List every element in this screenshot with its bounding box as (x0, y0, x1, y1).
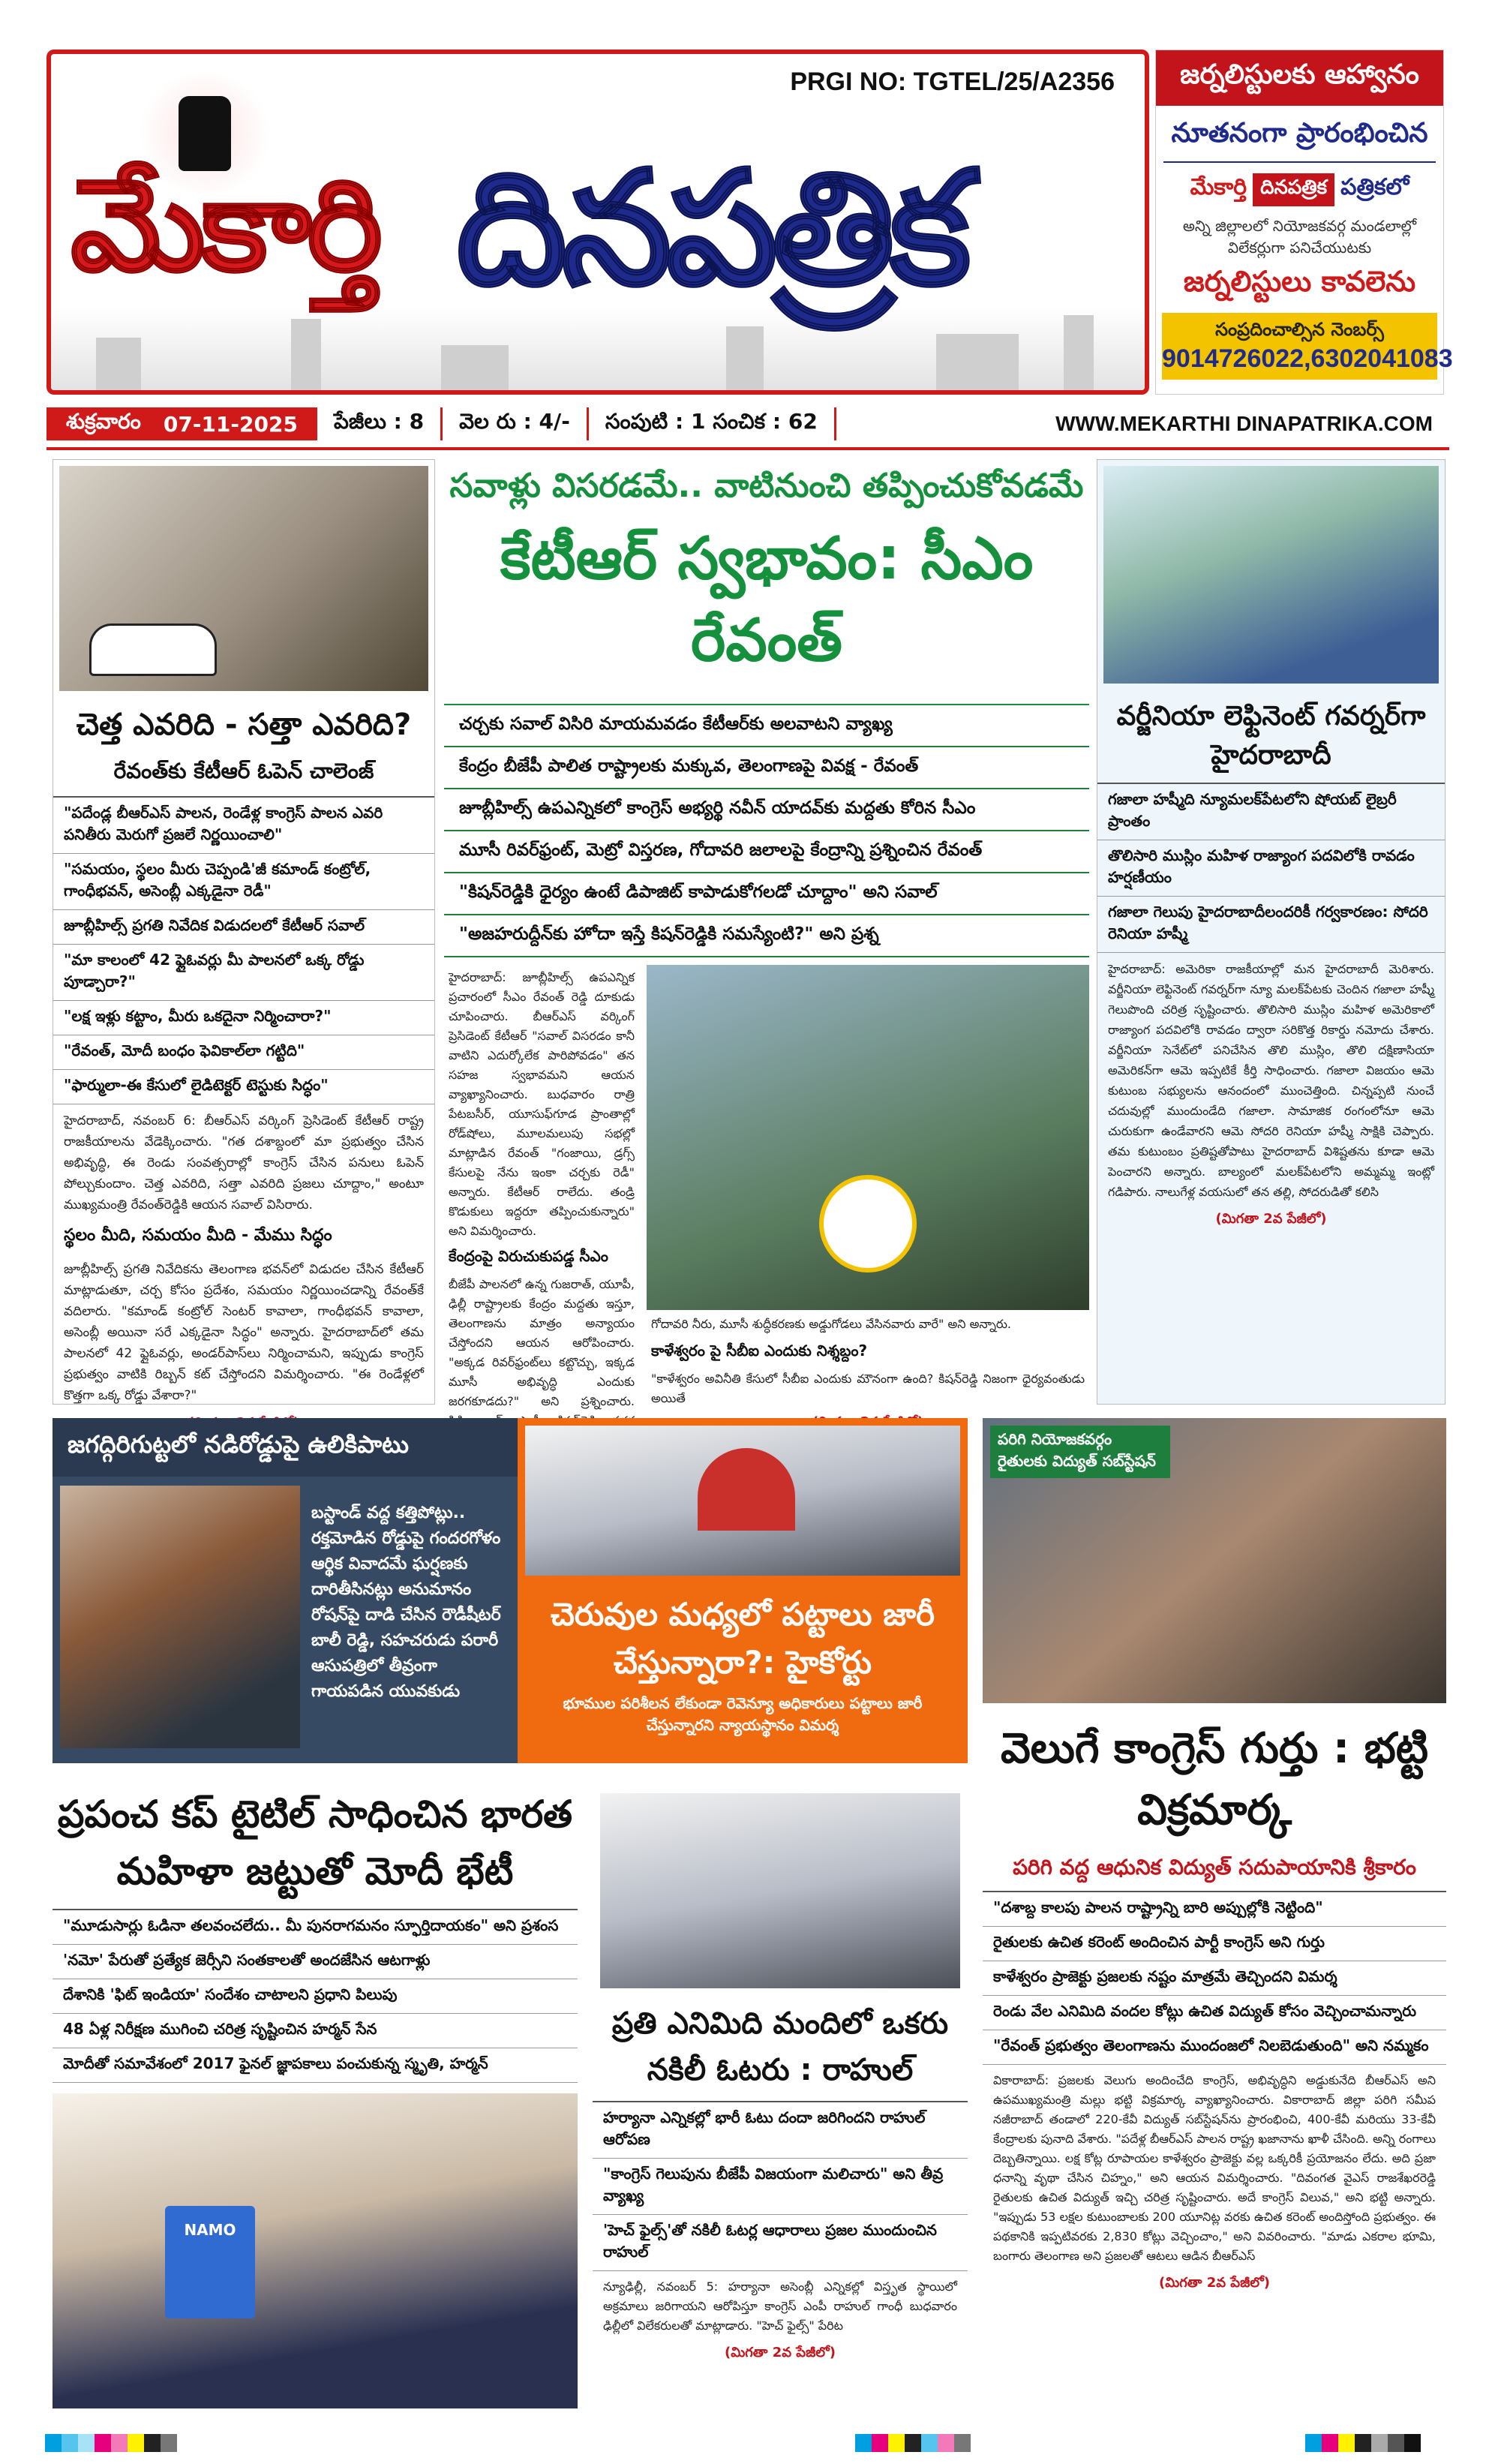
story-bullet: "దశాబ్ద కాలపు పాలన రాష్ట్రాన్ని బారి అప్పుల్లోకి నెట్టింది" (983, 1892, 1446, 1927)
ktr-photo (59, 466, 428, 691)
car-icon (89, 624, 217, 676)
band-subhead: భూముల పరిశీలన లేకుండా రెవెన్యూ అధికారులు పట్టాలు జారీ చేస్తున్నారని న్యాయస్థానం విమర్శ (563, 1694, 923, 1734)
story-bullet: "సమయం, స్థలం మీరు చెప్పండి'జీ కమాండ్ కంట్రోల్, గాంధీభవన్, అసెంబ్లీ ఎక్కడైనా రెడీ" (53, 854, 434, 910)
story-headline: ప్రపంచ కప్ టైటిల్ సాధించిన భారత మహిళా జట్టుతో మోదీ భేటీ (53, 1778, 578, 1910)
story-bullet: "లక్ష ఇళ్లు కట్టాం, మీరు ఒకదైనా నిర్మించారా?" (53, 1001, 434, 1035)
lead-bullet: "కిషన్‌రెడ్డికి ధైర్యం ఉంటే డిపాజిట్ కాపాడుకోగలడో చూద్దాం" అని సవాల్ (444, 873, 1089, 915)
volume-issue: సంపుటి : 1 సంచిక : 62 (589, 407, 836, 440)
issue-day: శుక్రవారం (66, 409, 141, 434)
story-bullet: హర్యానా ఎన్నికల్లో భారీ ఓటు దందా జరిగిందని రాహుల్ ఆరోపణ (593, 2102, 968, 2159)
ad-contact-label: సంప్రదించాల్సిన నెంబర్స్ (1215, 319, 1384, 340)
story-body: న్యూఢిల్లీ, నవంబర్ 5: హర్యానా అసెంబ్లీ ఎన్నికల్లో విస్తృత స్థాయిలో అక్రమాలు జరిగాయని ఆరోపిస్తూ కాంగ్రెస్ ఎంపీ రాహుల్ గాంధీ బుధవారం ఢిల్లీలో విలేకరులతో మాట్లాడారు. "హెచ్ ఫైల్స్" పేరిట (603, 2279, 957, 2333)
story-subhead: పరిగి వద్ద ఆధునిక విద్యుత్ సదుపాయానికి శ్రీకారం (983, 1849, 1446, 1892)
lead-body: బీజేపీ పాలనలో ఉన్న గుజరాత్, యూపీ, ఢిల్లీ రాష్ట్రాలకు కేంద్రం మద్దతు ఇస్తూ, తెలంగాణను మాత్రం అన్యాయం చేస్తోందని ఆయన ఆరోపించారు. "అక్కడ రివర్‌ఫ్రంట్‌లు కట్టొచ్చు, ఇక్కడ మూసీ అభివృద్ధి ఎందుకు జరగకూడదు?" అని ప్రశ్నించారు. (449, 1277, 635, 1408)
story-bullet: రెండు వేల ఎనిమిది వందల కోట్లు ఉచిత విద్యుత్ కోసం వెచ్చించామన్నారు (983, 1996, 1446, 2030)
story-bullet: తొలిసారి ముస్లిం మహిళ రాజ్యాంగ పదవిలోకి రావడం హర్షణీయం (1097, 840, 1445, 897)
story-bullet: "మా కాలంలో 42 ఫ్లైఓవర్లు మీ పాలనలో ఒక్క రోడ్డు పూడ్చారా?" (53, 945, 434, 1001)
logo-dinapatrika: దినపత్రిక (456, 137, 965, 320)
issue-date-value: 07-11-2025 (163, 411, 298, 437)
jagadgirigutta-story (53, 1418, 518, 1763)
lead-body: "కాళేశ్వరం అవినీతి కేసులో సీబీఐ ఎందుకు మౌనంగా ఉంది? కిషన్‌రెడ్డి నిజంగా ధైర్యవంతుడు అయితే (651, 1372, 1085, 1405)
ad-title: జర్నలిస్టులకు ఆహ్వానం (1156, 50, 1443, 106)
rahul-gandhi-photo (600, 1793, 960, 1988)
color-registration-strip (1305, 2434, 1421, 2452)
story-bullet: "రేవంత్, మోదీ బంధం ఫెవికాల్‌లా గట్టిది" (53, 1035, 434, 1070)
band-headline: జగద్గిరిగుట్టలో నడిరోడ్డుపై ఉలికిపాటు (53, 1418, 518, 1477)
feature-band (53, 1418, 968, 1763)
lead-body: గోదావరి నీరు, మూసీ శుద్ధీకరణకు అడ్డుగోడలు వేసినవారు వారే" అని అన్నారు. (651, 1317, 1011, 1331)
color-registration-strip (855, 2434, 971, 2452)
story-headline: వర్జీనియా లెఫ్టినెంట్ గవర్నర్‌గా హైదరాబాదీ (1097, 690, 1445, 784)
revanth-lead-story (444, 459, 1089, 1408)
dome-graphic (698, 1448, 795, 1531)
price: వెల రు : 4/- (443, 407, 589, 440)
color-registration-strip (45, 2434, 177, 2452)
band-point: ఆసుపత్రిలో తీవ్రంగా గాయపడిన యువకుడు (311, 1657, 461, 1701)
logo-mekarthi: మేకార్తి (71, 152, 379, 300)
story-bullet: దేశానికి 'ఫిట్ ఇండియా' సందేశం చాటాలని ప్రధాని పిలుపు (53, 1979, 578, 2014)
lead-kicker: సవాళ్లు విసరడమే.. వాటినుంచి తప్పించుకోవడమే (449, 467, 1084, 505)
team-with-pm-photo (53, 2093, 578, 2408)
lead-bullet: మూసీ రివర్‌ఫ్రంట్, మెట్రో విస్తరణ, గోదావరి జలాలపై కేంద్రాన్ని ప్రశ్నించిన రేవంత్ (444, 831, 1089, 873)
lead-body: హైదరాబాద్: జూబ్లీహిల్స్ ఉపఎన్నిక ప్రచారంలో సీఎం రేవంత్ రెడ్డి దూకుడు చూపించారు. బీఆర్ఎస్ వర్కింగ్ ప్రెసిడెంట్ కేటీఆర్ "సవాల్ విసరడం కానీ వాటిని ఎదుర్కోలేక పారిపోవడం" తన సహజ స్వభావమని ఆయన వ్యాఖ్యానించారు. బుధవారం రాత్రి పేటబసీర్, యూసుఫ్‌గూడ ప్రాంతాల్లో రోడ్‌షోలు, మూలమలుపు సభల్లో మాట్లాడిన రేవంత్ "గంజాయి, డ్రగ్స్ కేసులపై నేను ఇంకా చర్చకు రెడీ" అన్నారు. కేటీఆర్ రాలేదు. తండ్రి కొడుకులు ఇద్దరూ తప్పించుకున్నారు" అని విమర్శించారు. (449, 970, 635, 1238)
lead-right-column (647, 965, 1089, 1473)
ad-line: నూతనంగా ప్రారంభించిన (1163, 106, 1436, 163)
lead-bullet: చర్చకు సవాల్ విసిరి మాయమవడం కేటీఆర్‌కు అలవాటని వ్యాఖ్య (444, 705, 1089, 747)
story-bullet: "మూడుసార్లు ఓడినా తలవంచలేదు.. మీ పునరాగమనం స్ఫూర్తిదాయకం" అని ప్రశంస (53, 1910, 578, 1945)
story-headline: వెలుగే కాంగ్రెస్ గుర్తు : భట్టి విక్రమార్క (1000, 1724, 1429, 1834)
story-bullet: 'హెచ్ ఫైల్స్'తో నకిలీ ఓటర్ల ఆధారాలు ప్రజల ముందుంచిన రాహుల్ (593, 2215, 968, 2271)
band-point: రోషన్‌పై దాడి చేసిన రౌడీషీటర్ బాలీ రెడ్డి, సహచరుడు పరారీ (311, 1606, 501, 1650)
band-point: రక్తమోడిన రోడ్డుపై గందరగోళం (311, 1529, 501, 1548)
page-count: పేజీలు : 8 (317, 407, 443, 440)
continued-note: (మిగతా 2వ పేజీలో) (725, 2345, 836, 2360)
photo-banner: పరిగి నియోజకవర్గం రైతులకు విద్యుత్ సబ్‌స్టేషన్ (990, 1426, 1170, 1478)
ktr-challenge-story (53, 459, 435, 1405)
continued-note: (మిగతా 2వ పేజీలో) (1159, 2275, 1270, 2291)
story-body: హైదరాబాద్: అమెరికా రాజకీయాల్లో మన హైదరాబాదీ మెరిశారు. వర్జీనియా లెఫ్టినెంట్ గవర్నర్‌గా న్యూ మలక్‌పేటకు చెందిన గజాలా హష్మీ గెలుపొంది చరిత్ర సృష్టించారు. తొలిసారి ముస్లిం మహిళ అమెరికాలో రాజ్యాంగ పదవిలోకి రావడం ద్వారా సరికొత్త రికార్డు నమోదు చేశారు. వర్జీనియా సెనేట్‌లో పనిచేసిన తొలి ముస్లిం, తొలి దక్షిణాసియా అమెరికన్‌గా ఆమె ఇప్పటికే కీర్తి సాధించారు. గజాలా విజయం ఆమె కుటుంబ సభ్యులను ఆనందంలో ముంచెత్తింది. చిన్నప్పటి నుంచే చదువుల్లో ముందుండేది గజాలా. సామాజిక రంగంలోనూ ఆమె చురుకుగా ఉండేవారని ఆమె సోదరి రెనియా హష్మీ సాక్షికి చెప్పారు. తమ కుటుంబం ప్రతిష్టతోపాటు హైదరాబాద్ విశిష్టతను కూడా ఆమె పెంచారని అన్నారు. బాల్యంలో మలక్‌పేటలోని అమ్మమ్మ ఇంట్లో గడిపారు. నాలుగేళ్ల వయసులో తన తల్లి, సోదరుడితో కలిసి (1108, 962, 1434, 1199)
namo-jersey: NAMO (165, 2206, 255, 2318)
rahul-fake-voter-story (593, 1778, 968, 2423)
story-bullet: జూబ్లీహిల్స్ ప్రగతి నివేదిక విడుదలలో కేటీఆర్ సవాల్ (53, 910, 434, 945)
story-body: హైదరాబాద్, నవంబర్ 6: బీఆర్ఎస్ వర్కింగ్ ప్రెసిడెంట్ కేటీఆర్ రాష్ట్ర రాజకీయాలను వేడెక్కించారు. "గత దశాబ్దంలో మా ప్రభుత్వం చేసిన అభివృద్ధి, ఈ రెండు సంవత్సరాల్లో కాంగ్రెస్ చేసిన పనులు ఓపెన్ పోల్చుకుందాం. చెత్త ఎవరిది, సత్తా ఎవరిది ప్రజలు చూద్దాం," అంటూ ముఖ్యమంత్రి రేవంత్‌రెడ్డికి ఆయన సవాల్ విసిరారు. (64, 1113, 424, 1212)
divider (47, 447, 1449, 450)
band-points (311, 1501, 510, 1705)
story-bullet: "రేవంత్ ప్రభుత్వం తెలంగాణను ముందంజలో నిలబెడుతుంది" అని నమ్మకం (983, 2030, 1446, 2065)
portrait-cutout (819, 1175, 917, 1273)
lead-bullet: జూబ్లీహిల్స్ ఉపఎన్నికలో కాంగ్రెస్ అభ్యర్థి నవీన్ యాదవ్‌కు మద్దతు కోరిన సీఎం (444, 789, 1089, 831)
lead-body-column (444, 965, 639, 1473)
high-court-story (518, 1418, 968, 1763)
story-bullet: గజాలా గెలుపు హైదరాబాదీలందరికీ గర్వకారణం: సోదరి రెనియా హష్మీ (1097, 897, 1445, 953)
ad-brand-part1: మేకార్తి (1190, 174, 1247, 200)
lead-bullet: "అజహరుద్దీన్‌కు హోదా ఇస్తే కిషన్‌రెడ్డికి సమస్యేంటి?" అని ప్రశ్న (444, 915, 1089, 957)
story-bullet: 'నమో' పేరుతో ప్రత్యేక జెర్సీని సంతకాలతో అందజేసిన ఆటగాళ్లు (53, 1945, 578, 1979)
story-headline: చెత్త ఎవరిది - సత్తా ఎవరిది? (76, 708, 412, 742)
continued-note: (మిగతా 2వ పేజీలో) (1215, 1211, 1327, 1227)
story-bullet: గజాలా హష్మీది న్యూమలక్‌పేటలోని షోయబ్ లైబ్రరీ ప్రాంతం (1097, 784, 1445, 840)
ad-description: అన్ని జిల్లాలలో నియోజకవర్గ మండలాల్లో విలేకర్లుగా పనిచేయుటకు (1182, 217, 1417, 257)
prgi-number: PRGI NO: TGTEL/25/A2356 (790, 68, 1115, 96)
ad-contact (1162, 313, 1453, 380)
lead-body-area (444, 957, 1089, 1473)
masthead (47, 50, 1149, 395)
ad-brand-line (1156, 163, 1443, 217)
story-bullet: కాళేశ్వరం ప్రాజెక్టు ప్రజలకు నష్టం మాత్రమే తెచ్చిందని విమర్శ (983, 1961, 1446, 1996)
band-headline: చెరువుల మధ్యలో పట్టాలు జారీ చేస్తున్నారా?: హైకోర్టు (550, 1596, 935, 1681)
virginia-governor-story (1097, 459, 1445, 1405)
website-url[interactable]: WWW.MEKARTHI DINAPATRIKA.COM (1055, 412, 1433, 435)
ghazala-hashmi-photo (1103, 466, 1439, 684)
band-point: బస్టాండ్ వద్ద కత్తిపోట్లు.. (311, 1504, 466, 1522)
story-bullet: 48 ఏళ్ల నిరీక్షణ ముగించి చరిత్ర సృష్టించిన హర్మన్ సేన (53, 2014, 578, 2048)
revanth-rally-photo (647, 965, 1089, 1310)
story-headline: ప్రతి ఎనిమిది మందిలో ఒకరు నకిలీ ఓటరు : రాహుల్ (593, 1988, 968, 2102)
lead-headline: కేటీఆర్ స్వభావం: సీఎం రేవంత్ (444, 513, 1089, 705)
bhatti-story (983, 1418, 1446, 2356)
story-bullet: రైతులకు ఉచిత కరెంట్ అందించిన పార్టీ కాంగ్రెస్ అని గుర్తు (983, 1927, 1446, 1961)
story-body: వికారాబాద్: ప్రజలకు వెలుగు అందించేది కాంగ్రెస్, అభివృద్ధిని అడ్డుకునేది బీఆర్ఎస్ అని ఉపముఖ్యమంత్రి మల్లు భట్టి విక్రమార్క వ్యాఖ్యానించారు. వికారాబాద్ జిల్లా పరిగి సమీప నజీరాబాద్ తండాలో 220-కేవీ విద్యుత్ సబ్‌స్టేషన్‌ను ప్రారంభించి, 400-కేవీ మరియు 33-కేవీ కేంద్రాలకు పునాది వేశారు. "పదేళ్ల బీఆర్ఎస్ పాలన రాష్ట్ర ఖజానాను ఖాళీ చేసింది. అన్ని రంగాలు దెబ్బతిన్నాయి. లక్ష కోట్ల రూపాయల కాళేశ్వరం ప్రాజెక్టు వల్ల ఒక్కరికీ ప్రయోజనం లేదు. అది ప్రజా ధనాన్ని వృథా చేసిన చిహ్నం," అని ఆయన విమర్శించారు. "దివంగత వైఎస్ రాజశేఖరరెడ్డి రైతులకు ఉచిత విద్యుత్ ఇచ్చి చరిత్ర సృష్టించారు. అదే కాంగ్రెస్ విలువ," అని భట్టి అన్నారు. "ఇప్పుడు 53 లక్షల కుటుంబాలకు 200 యూనిట్ల వరకు ఉచిత కరెంట్ అందిస్తోంది ప్రభుత్వం. ఈ పథకానికి ఇప్పటివరకు 2,830 కోట్లు వెచ్చించాం," అని వివరించారు. "మాడు ఎకరాల భూమి, బంగారు తెలంగాణ అని ప్రజలతో ఆటలు ఆడిన బీఆర్ఎస్ (993, 2073, 1436, 2263)
story-bullet: "కాంగ్రెస్ గెలుపును బీజేపీ విజయంగా మలిచారు" అని తీవ్ర వ్యాఖ్య (593, 2159, 968, 2215)
story-bullet: మోదీతో సమావేశంలో 2017 ఫైనల్ జ్ఞాపకాలు పంచుకున్న స్మృతి, హర్మన్ (53, 2048, 578, 2083)
story-subhead: రేవంత్‌కు కేటీఆర్ ఓపెన్ చాలెంజ్ (53, 756, 434, 798)
story-bullet: "ఫార్ములా-ఈ కేసులో లైడిటెక్టర్ టెస్టుకు సిద్ధం" (53, 1070, 434, 1104)
journalist-recruitment-ad (1155, 50, 1453, 395)
ad-brand-part2: దినపత్రిక (1253, 173, 1334, 206)
lead-section-head: కేంద్రంపై విరుచుకుపడ్డ సీఎం (449, 1247, 608, 1265)
story-section-head: స్థలం మీది, సమయం మీది - మేము సిద్ధం (64, 1226, 332, 1245)
stabbing-scene-photo (60, 1486, 300, 1748)
band-point: ఆర్థిక వివాదమే ఘర్షణకు దారితీసినట్లు అనుమానం (311, 1555, 472, 1599)
ad-wanted: జర్నలిస్టులు కావలెను (1183, 265, 1416, 298)
story-bullet: "పదేండ్ల బీఆర్ఎస్ పాలన, రెండేళ్ల కాంగ్రెస్ పాలన ఎవరి పనితీరు మెరుగో ప్రజలే నిర్ణయించాలి" (53, 798, 434, 854)
ad-brand-suffix: పత్రికలో (1340, 174, 1409, 200)
date-info-bar (47, 402, 1449, 446)
substation-event-photo (983, 1418, 1446, 1703)
modi-women-team-story (53, 1778, 578, 2423)
high-court-building-photo (525, 1426, 960, 1576)
issue-date (47, 407, 317, 440)
lead-section-head: కాళేశ్వరం పై సీబీఐ ఎందుకు నిశ్శబ్దం? (651, 1342, 868, 1360)
lead-bullet: కేంద్రం బీజేపీ పాలిత రాష్ట్రాలకు మక్కువ, తెలంగాణపై వివక్ష - రేవంత్ (444, 747, 1089, 789)
story-body: జూబ్లీహిల్స్ ప్రగతి నివేదికను తెలంగాణ భవన్‌లో విడుదల చేసిన కేటీఆర్ మాట్లాడుతూ, చర్చ కోసం ప్రదేశం, సమయం నిర్ణయించడాన్ని రేవంత్‌కే వదిలారు. "కమాండ్ కంట్రోల్ సెంటర్ కావాలా, గాంధీభవన్ కావాలా, అసెంబ్లీ అయినా సరే ఎక్కడైనా సిద్ధం" అన్నారు. హైదరాబాద్‌లో తమ పాలనలో 42 ఫ్లైఓవర్లు, అండర్‌పాస్‌లు నిర్మించామని, ఇప్పుడు కాంగ్రెస్ ప్రభుత్వం వాటికి రిబ్బన్ కట్ చేస్తోందని విమర్శించారు. "ఈ రెండేళ్లలో కొత్తగా ఒక్క రోడ్డు వేశారా?" (64, 1262, 424, 1403)
ad-phone-numbers: 9014726022,6302041083 (1162, 344, 1453, 373)
